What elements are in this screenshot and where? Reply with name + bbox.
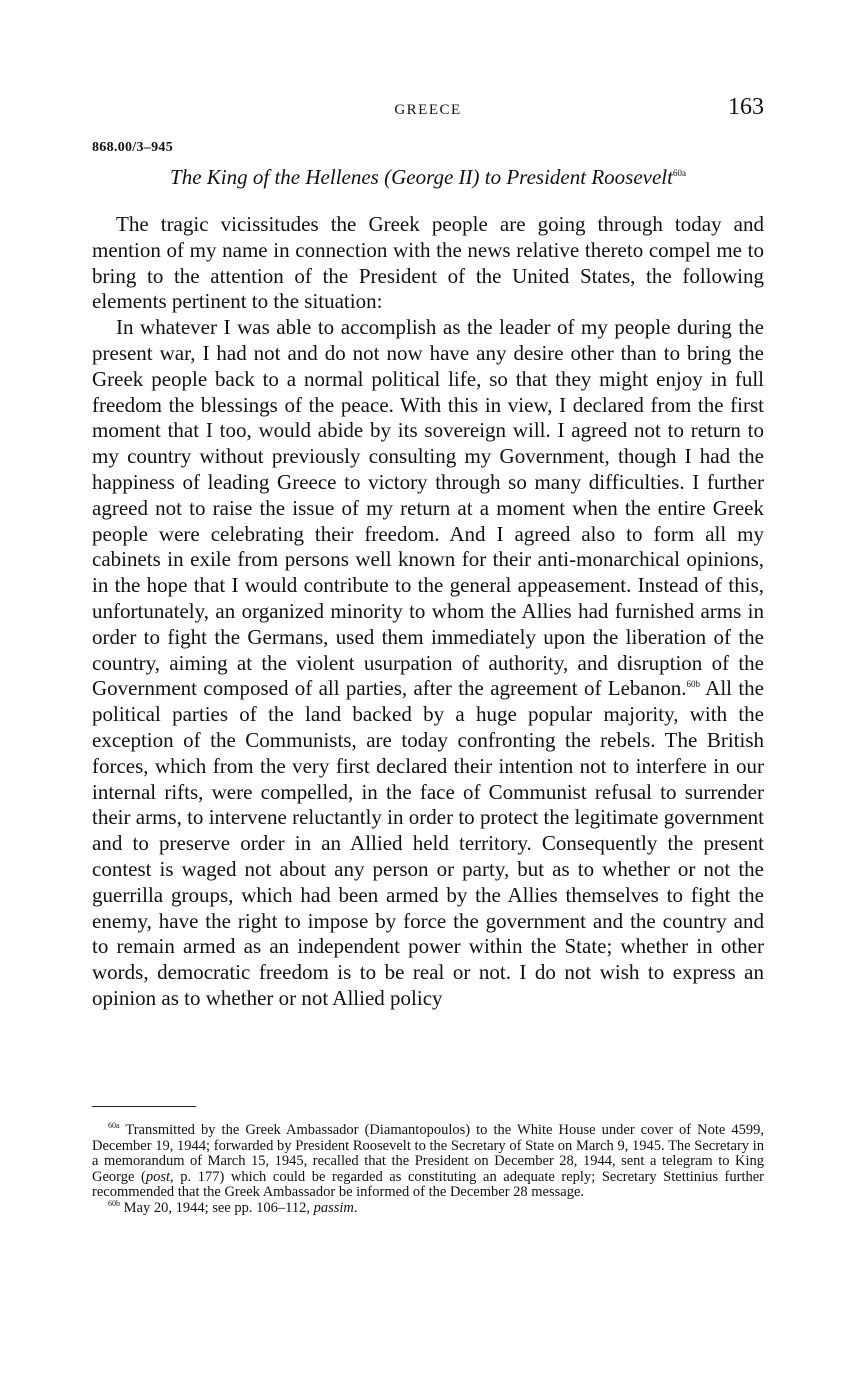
paragraph-1-text: The tragic vicissitudes the Greek people are going through today and mention of my name in connection with the news relative thereto compel me to bring to the attention of the President of the United States, the following elements pertinent to the situation: bbox=[92, 212, 764, 314]
footnotes bbox=[92, 1123, 764, 1216]
footnote-60a-marker: 60a bbox=[108, 1121, 120, 1131]
footnote-60b-text-b: . bbox=[353, 1199, 358, 1216]
title-part-3: ) to President Roosevelt bbox=[472, 165, 673, 189]
footnote-60b bbox=[92, 1198, 764, 1217]
footnote-60b-italic: passim bbox=[313, 1199, 354, 1216]
footnote-rule bbox=[92, 1106, 196, 1107]
footnote-60b-marker: 60b bbox=[108, 1198, 120, 1208]
running-title: GREECE bbox=[394, 102, 462, 118]
footnote-60a-text-a: Transmitted by the Greek Ambassador (Diamantopoulos) to the White House under cover of Note 4599, December 19, 1944; forwarded by President Roosevelt to the Secretary of State on March 9, 1945. The Secretary in a memorandum of March 15, 1945, recalled that the President on December 28, 1944, sent a telegram to King George ( bbox=[92, 1122, 764, 1185]
running-head bbox=[92, 96, 764, 126]
footnote-60a-text-b: , p. 177) which could be regarded as constituting an adequate reply; Secretary Stettinius further recommended that the Greek Ambassador be informed of the December 28 message. bbox=[92, 1168, 765, 1200]
footnote-60a-italic: post bbox=[145, 1168, 171, 1185]
paragraph-2-text-a: In whatever I was able to accomplish as the leader of my people during the present war, I had not and do not now have any desire other than to bring the Greek people back to a normal political life, so that they might enjoy in full freedom the blessings of the peace. With this in view, I declared from the first moment that I too, would abide by its sovereign will. I agreed not to return to my country without previously consulting my Government, though I had the happiness of leading Greece to victory through so many difficulties. I further agreed not to raise the issue of my return at a moment when the entire Greek people were celebrating their freedom. And I agreed also to form all my cabinets in exile from persons well known for their anti-monarchical opinions, in the hope that I would contribute to the general appeasement. Instead of this, unfortunately, an organized minority to whom the Allies had furnished arms in order to fight the Germans, used them immediately upon the liberation of the country, aiming at the violent usurpation of authority, and disruption of the Government composed of all parties, after the agreement of Lebanon. bbox=[92, 315, 764, 701]
paragraph-2-footnote-ref: 60b bbox=[686, 679, 701, 690]
paragraph-2-text-b: All the political parties of the land backed by a huge popular majority, with the exception of the Communists, are today confronting the rebels. The British forces, which from the very first declared their intention not to interfere in our internal rifts, were compelled, in the face of Communist refusal to surrender their arms, to intervene reluctantly in order to protect the legitimate government and to preserve order in an Allied held territory. Consequently the present contest is waged not about any person or party, but as to whether or not the guerrilla groups, which had been armed by the Allies themselves to fight the enemy, have the right to impose by force the government and the country and to remain armed as an independent power within the State; whether in other words, democratic freedom is to be real or not. I do not wish to express an opinion as to whether or not Allied policy bbox=[92, 676, 764, 1010]
paragraph-1 bbox=[92, 212, 764, 315]
title-part-1: The King of the Hellenes ( bbox=[170, 165, 392, 189]
title-part-2: George II bbox=[391, 165, 473, 189]
footnote-60a bbox=[92, 1123, 764, 1201]
letter-body bbox=[92, 212, 764, 1012]
paragraph-2 bbox=[92, 315, 764, 1012]
page-number: 163 bbox=[728, 94, 764, 120]
footnote-60b-text-a: May 20, 1944; see pp. 106–112, bbox=[120, 1199, 314, 1216]
title-footnote-ref: 60a bbox=[672, 168, 686, 178]
document-title bbox=[92, 163, 764, 191]
file-number: 868.00/3–945 bbox=[92, 140, 173, 155]
